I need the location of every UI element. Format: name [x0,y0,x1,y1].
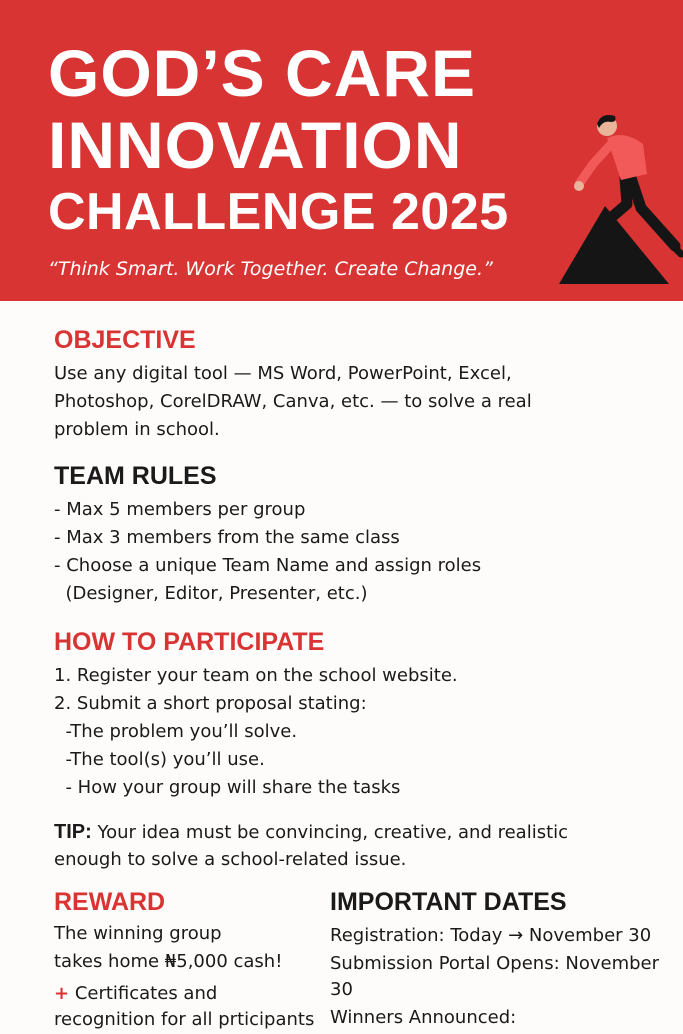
reward-line-1: The winning group [54,923,222,944]
title-line-2: INNOVATION [48,108,463,182]
team-rule-1: - Max 5 members per group [54,499,306,520]
team-rules-title: TEAM RULES [54,462,217,490]
reward-title: REWARD [54,888,166,916]
objective-line-1: Use any digital tool — MS Word, PowerPoint, Excel, [54,363,512,384]
person-climbing-mountain-icon [555,108,683,288]
participate-substep-2: -The tool(s) you’ll use. [54,749,265,770]
date-winners: Winners Announced: [330,1007,517,1028]
team-rule-2: - Max 3 members from the same class [54,527,400,548]
reward-line-2: takes home ₦5,000 cash! [54,951,283,972]
tip-label: TIP: [54,821,92,843]
reward-line-3 [54,980,217,1008]
participate-substep-3: - How your group will share the tasks [54,777,401,798]
reward-certificates: Certificates and [69,983,218,1004]
header-banner [0,0,683,301]
date-submission: Submission Portal Opens: November [330,953,660,974]
title-line-1: GOD’S CARE [48,36,477,110]
objective-title: OBJECTIVE [54,326,196,354]
objective-line-2: Photoshop, CorelDRAW, Canva, etc. — to solve a real [54,391,532,412]
tagline: “Think Smart. Work Together. Create Change.” [48,258,493,280]
participate-step-2: 2. Submit a short proposal stating: [54,693,367,714]
tip-text: Your idea must be convincing, creative, and realistic [91,822,569,843]
tip-line-2: enough to solve a school-related issue. [54,849,407,870]
date-submission-day: 30 [330,979,353,1000]
important-dates-title: IMPORTANT DATES [330,888,567,916]
title-line-3: CHALLENGE 2025 [48,183,509,241]
participate-step-1: 1. Register your team on the school website. [54,665,458,686]
objective-line-3: problem in school. [54,419,220,440]
reward-line-4: recognition for all prticipants [54,1009,315,1030]
team-rule-3: - Choose a unique Team Name and assign roles [54,555,482,576]
team-rule-3-roles: (Designer, Editor, Presenter, etc.) [54,583,368,604]
date-registration: Registration: Today → November 30 [330,925,652,946]
participate-substep-1: -The problem you’ll solve. [54,721,298,742]
participate-title: HOW TO PARTICIPATE [54,628,325,656]
plus-icon: + [54,983,70,1004]
tip-line-1 [54,818,568,847]
